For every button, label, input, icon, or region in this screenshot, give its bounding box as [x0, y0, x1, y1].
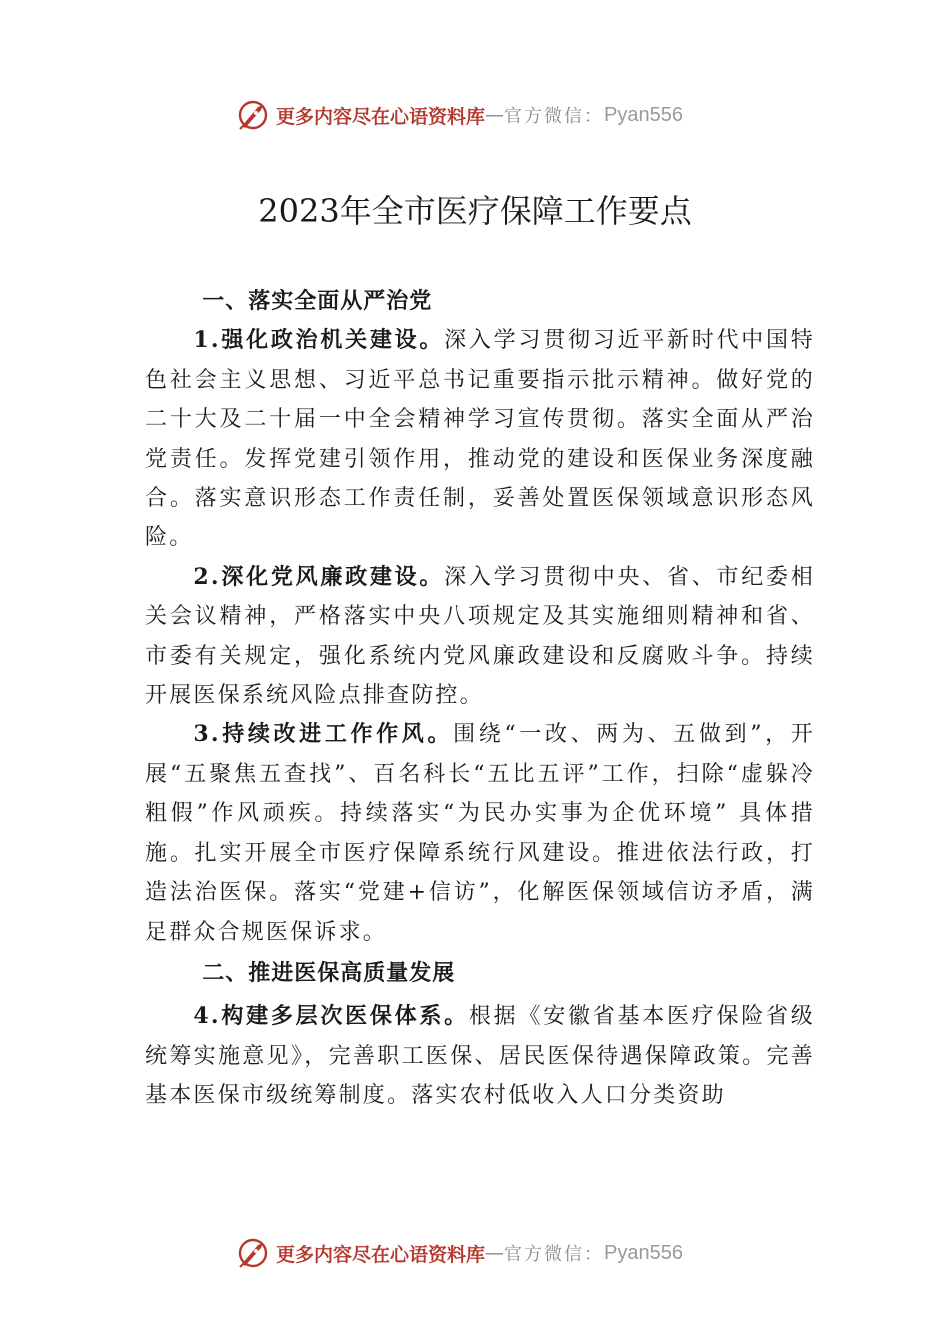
paragraph-item-4	[145, 997, 815, 1115]
item-body: 深入学习贯彻习近平新时代中国特色社会主义思想、习近平总书记重要指示批示精神。做好党的二十大及二十届一中全会精神学习宣传贯彻。落实全面从严治党责任。发挥党建引领作用，推动党的建设和医保业务深度融合。落实意识形态工作责任制，妥善处置医保领域意识形态风险。	[145, 328, 815, 551]
watermark-sub-text: 官方微信：	[504, 1244, 605, 1265]
watermark-header	[236, 98, 683, 132]
paragraph-item-3	[145, 715, 815, 951]
quill-logo-icon	[236, 1236, 270, 1270]
watermark-main-text: 更多内容尽在心语资料库	[276, 1243, 486, 1266]
section-heading: 一、落实全面从严治党	[202, 289, 433, 314]
item-body: 深入学习贯彻中央、省、市纪委相关会议精神，严格落实中央八项规定及其实施细则精神和省、市委有关规定，强化系统内党风廉政建设和反腐败斗争。持续开展医保系统风险点排查防控。	[145, 564, 815, 709]
paragraph-item-2	[145, 558, 815, 716]
item-lead: 4.构建多层次医保体系。	[193, 1003, 469, 1030]
quill-logo-icon	[236, 98, 270, 132]
document-body	[145, 282, 815, 1116]
item-lead: 2.深化党风廉政建设。	[193, 563, 445, 590]
item-body: 围绕“一改、两为、五做到”，开展“五聚焦五查找”、百名科长“五比五评”工作，扫除“虚躲冷粗假”作风顽疾。持续落实“为民办实事为企优环境” 具体措施。扎实开展全市医疗保障系统行风建设。推进依法行政，打造法治医保。落实“党建+信访”，化解医保领域信访矛盾，满足群众合规医保诉求。	[145, 722, 816, 945]
paragraph-item-1	[145, 321, 815, 557]
item-lead: 3.持续改进工作作风。	[193, 721, 454, 748]
item-body: 根据《安徽省基本医疗保险省级统筹实施意见》，完善职工医保、居民医保待遇保障政策。完善基本医保市级统筹制度。落实农村低收入人口分类资助	[145, 1004, 815, 1109]
document-title: 2023年全市医疗保障工作要点	[258, 192, 692, 230]
watermark-dash: —	[485, 1242, 505, 1264]
watermark-main-text: 更多内容尽在心语资料库	[276, 105, 486, 128]
watermark-footer	[236, 1236, 683, 1270]
watermark-dash: —	[485, 104, 505, 126]
watermark-wechat-id: Pyan556	[604, 103, 683, 126]
item-lead: 1.强化政治机关建设。	[193, 327, 445, 354]
watermark-wechat-id: Pyan556	[604, 1241, 683, 1264]
watermark-sub-text: 官方微信：	[504, 106, 605, 127]
section-heading: 二、推进医保高质量发展	[202, 960, 456, 986]
